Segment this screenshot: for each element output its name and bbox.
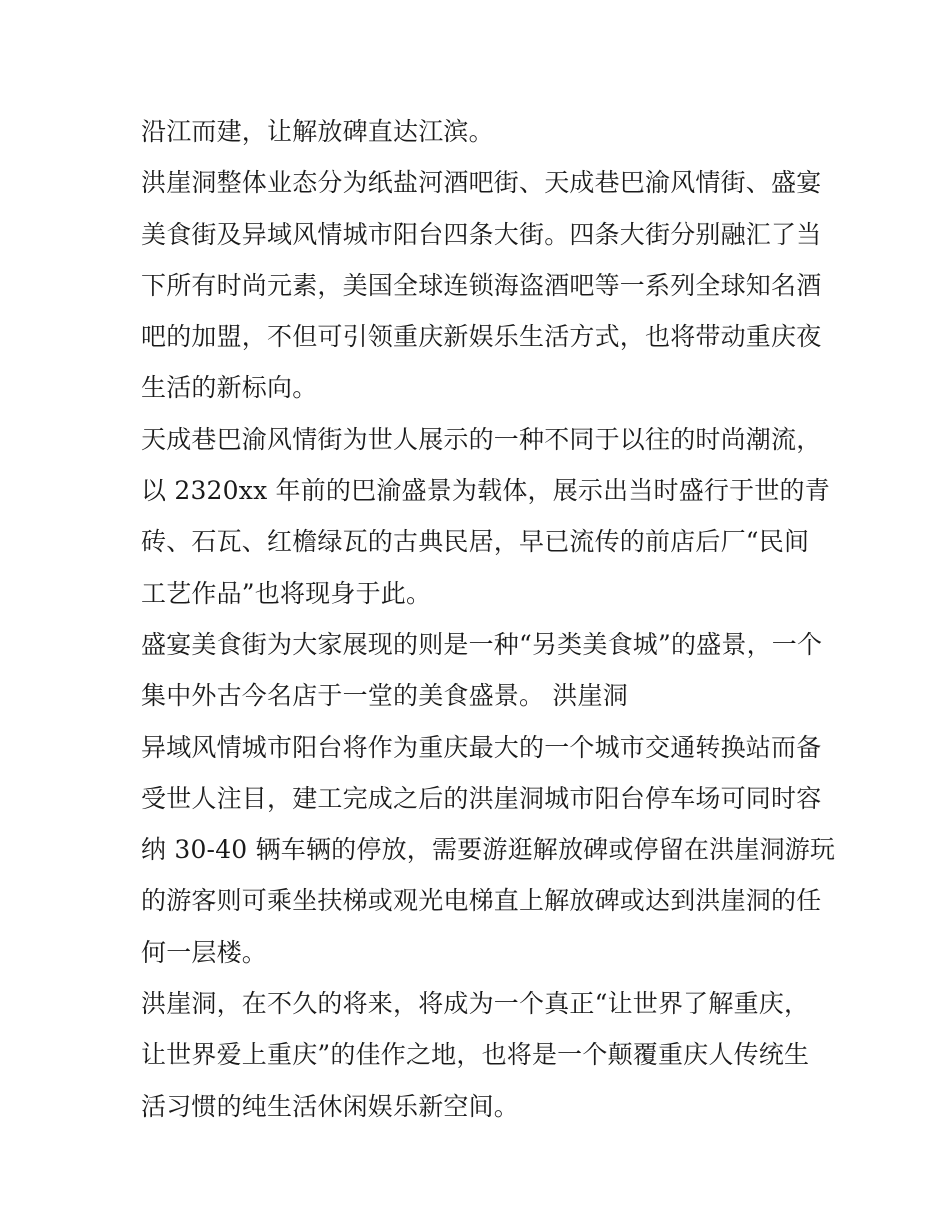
text-line: 受世人注目，建工完成之后的洪崖洞城市阳台停车场可同时容	[141, 783, 822, 813]
paragraph-4	[141, 619, 821, 722]
text-line: 盛宴美食街为大家展现的则是一种“另类美食城”的盛景，一个	[141, 629, 823, 659]
text-line: 纳 30-40 辆车辆的停放，需要游逛解放碑或停留在洪崖洞游玩	[141, 835, 836, 865]
document-body	[141, 106, 836, 1132]
text-line: 工艺作品”也将现身于此。	[141, 578, 432, 608]
text-line: 沿江而建，让解放碑直达江滨。	[141, 117, 494, 146]
paragraph-2	[141, 157, 821, 413]
text-line: 洪崖洞整体业态分为纸盐河酒吧街、天成巷巴渝风情街、盛宴	[141, 168, 822, 198]
text-line: 生活的新标向。	[141, 373, 318, 403]
paragraph-5	[141, 722, 836, 978]
text-line: 的游客则可乘坐扶梯或观光电梯直上解放碑或达到洪崖洞的任	[141, 886, 822, 916]
paragraph-1	[141, 106, 821, 157]
text-line: 异域风情城市阳台将作为重庆最大的一个城市交通转换站而备	[141, 732, 822, 762]
text-line: 洪崖洞，在不久的将来，将成为一个真正“让世界了解重庆，	[141, 989, 810, 1019]
text-line: 让世界爱上重庆”的佳作之地，也将是一个颠覆重庆人传统生	[141, 1040, 810, 1070]
text-line: 下所有时尚元素，美国全球连锁海盗酒吧等一系列全球知名酒	[141, 270, 822, 300]
text-line: 集中外古今名店于一堂的美食盛景。 洪崖洞	[141, 681, 628, 711]
paragraph-6	[141, 978, 821, 1132]
text-line: 何一层楼。	[141, 937, 268, 967]
paragraph-3	[141, 414, 830, 619]
text-line: 以 2320xx 年前的巴渝盛景为载体，展示出当时盛行于世的青	[141, 476, 830, 506]
text-line: 吧的加盟，不但可引领重庆新娱乐生活方式，也将带动重庆夜	[141, 322, 822, 352]
text-line: 活习惯的纯生活休闲娱乐新空间。	[141, 1091, 520, 1121]
text-line: 美食街及异域风情城市阳台四条大街。四条大街分别融汇了当	[141, 219, 822, 249]
text-line: 天成巷巴渝风情街为世人展示的一种不同于以往的时尚潮流，	[141, 424, 822, 454]
text-line: 砖、石瓦、红檐绿瓦的古典民居，早已流传的前店后厂“民间	[141, 527, 810, 557]
